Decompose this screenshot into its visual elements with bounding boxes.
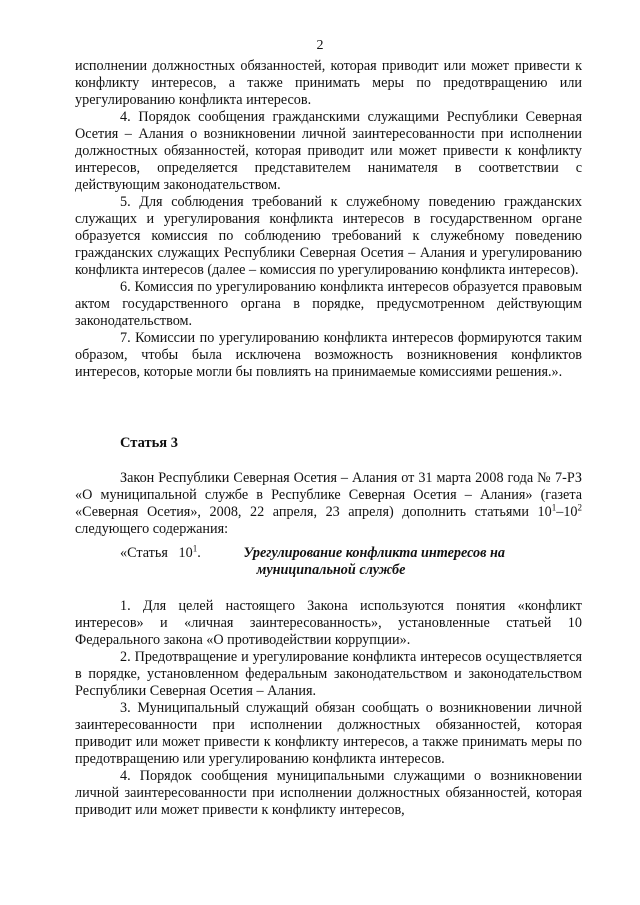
intro-dash: –10 [556, 504, 578, 520]
paragraph-4: 4. Порядок сообщения гражданскими служащими Республики Северная Осетия – Алания о возникновении личной заинтересованности при исполнении должностных обязанностей, которая приводит или может привести к конфликту интересов, определяется представителем нанимателя в соответствии с действующим законодательством. [75, 109, 582, 193]
top-section [75, 58, 582, 381]
intro-sup-2: 2 [577, 502, 582, 513]
intro-text-after: следующего содержания: [75, 521, 229, 537]
article-label: «Статья $10^1$. [120, 543, 201, 561]
intro-text: Закон Республики Северная Осетия – Алания от 31 марта 2008 года № 7-РЗ «О муниципальной службе в Республике Северная Осетия – Алания» (газета «Северная Осетия», 2008, 22 апреля, 23 апреля) дополнить статьями 10 [75, 470, 582, 520]
article-title-line1: Урегулирование конфликта интересов на [243, 545, 505, 561]
new-article-title [120, 545, 582, 579]
paragraph-5: 5. Для соблюдения требований к служебному поведению гражданских служащих и урегулирования конфликта интересов в государственном органе образуется комиссия по соблюдению требований к служебному поведению гражданских служащих Республики Северная Осетия – Алания и урегулированию конфликта интересов (далее – комиссия по урегулированию конфликта интересов). [75, 194, 582, 278]
paragraph-b1: 1. Для целей настоящего Закона используются понятия «конфликт интересов» и «личная заинтересованность», установленные статьей 10 Федерального закона «О противодействии коррупции». [75, 598, 582, 648]
paragraph-b2: 2. Предотвращение и урегулирование конфликта интересов осуществляется в порядке, установленном федеральным законодательством и законодательством Республики Северная Осетия – Алания. [75, 649, 582, 699]
article-heading: Статья 3 [120, 435, 178, 451]
page-number: 2 [316, 38, 324, 53]
article-title-line2: муниципальной службе [256, 562, 406, 578]
paragraph-continuation: исполнении должностных обязанностей, которая приводит или может привести к конфликту интересов, а также принимать меры по предотвращению или урегулированию конфликта интересов. [75, 58, 582, 108]
intro-paragraph [75, 470, 582, 538]
paragraph-b3: 3. Муниципальный служащий обязан сообщать о возникновении личной заинтересованности при исполнении должностных обязанностей, которая приводит или может привести к конфликту интересов, а также принимать меры по предотвращению или урегулированию конфликта интересов. [75, 700, 582, 767]
bottom-section [75, 598, 582, 819]
paragraph-7: 7. Комиссии по урегулированию конфликта интересов формируются таким образом, чтобы была исключена возможность возникновения конфликтов интересов, которые могли бы повлиять на принимаемые комиссиями решения.». [75, 330, 582, 380]
paragraph-6: 6. Комиссия по урегулированию конфликта интересов образуется правовым актом государственного органа в порядке, предусмотренном действующим законодательством. [75, 279, 582, 329]
paragraph-b4: 4. Порядок сообщения муниципальными служащими о возникновении личной заинтересованности при исполнении должностных обязанностей, которая приводит или может привести к конфликту интересов, [75, 768, 582, 818]
intro-sup-1: 1 [551, 502, 557, 513]
